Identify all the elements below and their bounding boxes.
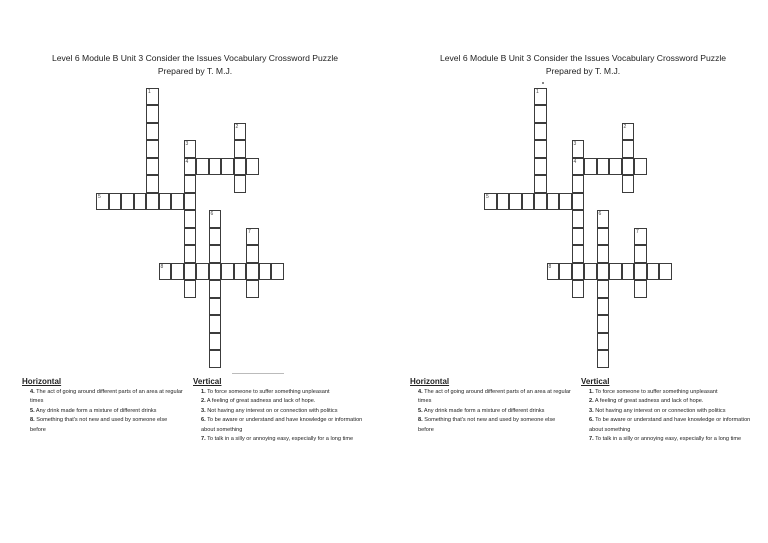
clue-number: 5 [98, 193, 101, 200]
crossword-cell[interactable] [534, 88, 547, 106]
crossword-cell[interactable] [96, 193, 109, 211]
crossword-cell[interactable] [159, 263, 172, 281]
clue-item: 2. A feeling of great sadness and lack of hope. [201, 398, 316, 405]
crossword-cell[interactable] [572, 140, 585, 158]
crossword-cell[interactable] [572, 263, 585, 281]
title-line-1: Level 6 Module B Unit 3 Consider the Issues Vocabulary Crossword Puzzle [51, 53, 339, 63]
vertical-heading: Vertical [581, 377, 610, 386]
clue-number: 8 [548, 263, 552, 270]
clue-number: 7 [636, 228, 639, 235]
crossword-cell[interactable] [134, 193, 147, 211]
crossword-cell[interactable] [634, 263, 647, 281]
crossword-cell[interactable] [622, 158, 635, 176]
clue-item: 4. The act of going around different parts of an area at regular times [418, 389, 571, 405]
crossword-cell[interactable] [597, 158, 610, 176]
crossword-cell[interactable] [622, 123, 635, 141]
crossword-cell[interactable] [234, 175, 247, 193]
crossword-cell[interactable] [659, 263, 672, 281]
crossword-cell[interactable] [209, 263, 222, 281]
crossword-cell[interactable] [171, 193, 184, 211]
clue-number: 1 [148, 88, 151, 95]
crossword-cell[interactable] [209, 245, 222, 263]
crossword-cell[interactable] [597, 263, 610, 281]
crossword-cell[interactable] [184, 158, 197, 176]
crossword-cell[interactable] [184, 245, 197, 263]
crossword-cell[interactable] [146, 88, 159, 106]
crossword-cell[interactable] [209, 210, 222, 228]
clue-number: 2 [235, 123, 239, 130]
crossword-cell[interactable] [184, 228, 197, 246]
crossword-cell[interactable] [509, 193, 522, 211]
crossword-cell[interactable] [597, 298, 610, 316]
crossword-cell[interactable] [246, 228, 259, 246]
clue-item: 8. Something that's not new and used by someone else before [418, 417, 556, 433]
crossword-cell[interactable] [184, 210, 197, 228]
clue-number: 8 [160, 263, 164, 270]
horizontal-heading: Horizontal [22, 377, 62, 386]
crossword-cell[interactable] [534, 105, 547, 123]
vertical-clues [581, 376, 751, 444]
crossword-cell[interactable] [634, 158, 647, 176]
clue-item: 3. Not having any interest on or connection with politics [201, 407, 338, 414]
crossword-cell[interactable] [634, 245, 647, 263]
clue-number: 3 [573, 141, 577, 147]
crossword-cell[interactable] [584, 263, 597, 281]
crossword-cell[interactable] [146, 105, 159, 123]
title-line-1: Level 6 Module B Unit 3 Consider the Issues Vocabulary Crossword Puzzle [439, 53, 727, 63]
crossword-cell[interactable] [597, 228, 610, 246]
clue-number: 3 [185, 141, 189, 147]
crossword-cell[interactable] [572, 228, 585, 246]
crossword-cell[interactable] [597, 333, 610, 351]
crossword-cell[interactable] [146, 123, 159, 141]
crossword-cell[interactable] [196, 263, 209, 281]
crossword-cell[interactable] [209, 228, 222, 246]
clue-item: 5. Any drink made form a mixture of different drinks [30, 407, 157, 414]
horizontal-clues [410, 376, 572, 435]
crossword-cell[interactable] [547, 263, 560, 281]
clue-item: 7. To talk in a silly or annoying easy, especially for a long time [589, 436, 742, 443]
crossword-cell[interactable] [547, 193, 560, 211]
crossword-cell[interactable] [534, 175, 547, 193]
crossword-cell[interactable] [234, 263, 247, 281]
crossword-cell[interactable] [159, 193, 172, 211]
crossword-cell[interactable] [572, 280, 585, 298]
clue-number: 6 [210, 211, 214, 217]
crossword-cell[interactable] [246, 263, 259, 281]
crossword-cell[interactable] [171, 263, 184, 281]
crossword-cell[interactable] [534, 140, 547, 158]
clue-item: 6. To be aware or understand and have knowledge or information about something [201, 417, 363, 433]
crossword-cell[interactable] [609, 263, 622, 281]
crossword-cell[interactable] [534, 193, 547, 211]
crossword-cell[interactable] [184, 175, 197, 193]
crossword-cell[interactable] [609, 158, 622, 176]
clue-item: 7. To talk in a silly or annoying easy, especially for a long time [201, 436, 354, 443]
crossword-cell[interactable] [597, 315, 610, 333]
crossword-cell[interactable] [209, 333, 222, 351]
clue-item: 4. The act of going around different parts of an area at regular times [30, 389, 183, 405]
crossword-cell[interactable] [559, 263, 572, 281]
crossword-cell[interactable] [534, 123, 547, 141]
crossword-grid [0, 0, 384, 380]
clue-item: 2. A feeling of great sadness and lack of hope. [589, 398, 704, 405]
crossword-cell[interactable] [584, 158, 597, 176]
stray-mark [542, 82, 544, 84]
clue-number: 4 [185, 158, 189, 165]
vertical-clues [193, 376, 363, 444]
crossword-cell[interactable] [246, 245, 259, 263]
crossword-cell[interactable] [234, 158, 247, 176]
crossword-cell[interactable] [622, 263, 635, 281]
crossword-cell[interactable] [146, 158, 159, 176]
crossword-cell[interactable] [234, 140, 247, 158]
crossword-cell[interactable] [622, 175, 635, 193]
crossword-cell[interactable] [246, 280, 259, 298]
crossword-grid [388, 0, 768, 380]
clue-item: 5. Any drink made form a mixture of different drinks [418, 407, 545, 414]
crossword-cell[interactable] [572, 245, 585, 263]
horizontal-heading: Horizontal [410, 377, 450, 386]
clue-item: 3. Not having any interest on or connection with politics [589, 407, 726, 414]
clue-number: 6 [598, 211, 602, 217]
crossword-cell[interactable] [522, 193, 535, 211]
crossword-cell[interactable] [146, 140, 159, 158]
crossword-cell[interactable] [634, 280, 647, 298]
crossword-cell[interactable] [497, 193, 510, 211]
crossword-cell[interactable] [572, 175, 585, 193]
crossword-cell[interactable] [146, 175, 159, 193]
separator-line [232, 373, 284, 374]
crossword-cell[interactable] [559, 193, 572, 211]
crossword-cell[interactable] [109, 193, 122, 211]
crossword-cell[interactable] [209, 350, 222, 368]
clue-item: 6. To be aware or understand and have knowledge or information about something [589, 417, 751, 433]
crossword-cell[interactable] [534, 158, 547, 176]
crossword-cell[interactable] [146, 193, 159, 211]
crossword-cell[interactable] [597, 245, 610, 263]
crossword-cell[interactable] [572, 158, 585, 176]
clue-item: 1. To force someone to suffer something unpleasant [201, 389, 330, 395]
crossword-cell[interactable] [634, 228, 647, 246]
clue-number: 4 [573, 158, 577, 165]
crossword-cell[interactable] [271, 263, 284, 281]
crossword-cell[interactable] [597, 350, 610, 368]
crossword-cell[interactable] [209, 315, 222, 333]
crossword-cell[interactable] [647, 263, 660, 281]
crossword-cell[interactable] [597, 210, 610, 228]
crossword-cell[interactable] [572, 193, 585, 211]
clue-number: 1 [536, 88, 539, 95]
crossword-cell[interactable] [484, 193, 497, 211]
crossword-cell[interactable] [572, 210, 585, 228]
clue-number: 7 [248, 228, 251, 235]
title-line-2: Prepared by T. M.J. [545, 66, 621, 76]
clue-number: 5 [486, 193, 489, 200]
vertical-heading: Vertical [193, 377, 222, 386]
crossword-cell[interactable] [246, 158, 259, 176]
crossword-cell[interactable] [622, 140, 635, 158]
horizontal-clues [22, 376, 184, 435]
crossword-cell[interactable] [209, 298, 222, 316]
crossword-cell[interactable] [259, 263, 272, 281]
crossword-cell[interactable] [209, 280, 222, 298]
crossword-cell[interactable] [597, 280, 610, 298]
clue-item: 8. Something that's not new and used by someone else before [30, 417, 168, 433]
crossword-cell[interactable] [196, 158, 209, 176]
crossword-cell[interactable] [184, 280, 197, 298]
crossword-cell[interactable] [234, 123, 247, 141]
crossword-cell[interactable] [221, 158, 234, 176]
clue-number: 2 [623, 123, 627, 130]
title-line-2: Prepared by T. M.J. [157, 66, 233, 76]
crossword-cell[interactable] [184, 193, 197, 211]
crossword-cell[interactable] [221, 263, 234, 281]
crossword-cell[interactable] [209, 158, 222, 176]
crossword-cell[interactable] [184, 263, 197, 281]
crossword-cell[interactable] [121, 193, 134, 211]
worksheet-right [388, 0, 768, 543]
crossword-cell[interactable] [184, 140, 197, 158]
clue-item: 1. To force someone to suffer something unpleasant [589, 389, 718, 395]
